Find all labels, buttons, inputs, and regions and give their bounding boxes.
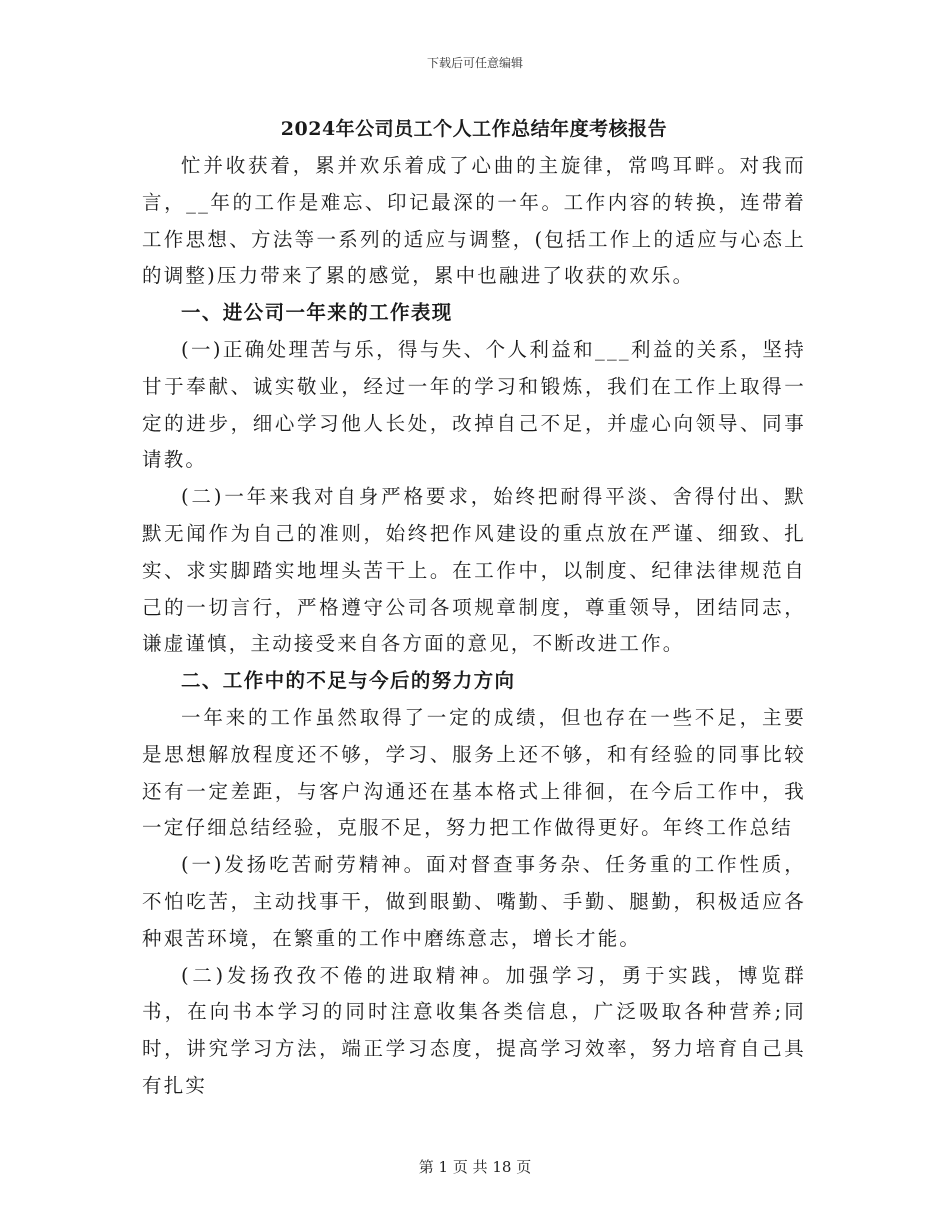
- document-title: 2024年公司员工个人工作总结年度考核报告: [280, 118, 668, 140]
- paragraph: (二)发扬孜孜不倦的进取精神。加强学习，勇于实践，博览群书，在向书本学习的同时注意收集各类信息，广泛吸取各种营养;同时，讲究学习方法，端正学习态度，提高学习效率，努力培育自己具有扎实: [142, 963, 806, 1097]
- paragraph: (一)正确处理苦与乐，得与失、个人利益和___利益的关系，坚持甘于奉献、诚实敬业，经过一年的学习和锻炼，我们在工作上取得一定的进步，细心学习他人长处，改掉自己不足，并虚心向领导、同事请教。: [142, 337, 806, 472]
- header-note: 下载后可任意编辑: [426, 56, 523, 70]
- page-footer: 第 1 页 共 18 页: [418, 1158, 532, 1176]
- paragraph: (一)发扬吃苦耐劳精神。面对督查事务杂、任务重的工作性质，不怕吃苦，主动找事干，做到眼勤、嘴勤、手勤、腿勤，积极适应各种艰苦环境，在繁重的工作中磨练意志，增长才能。: [142, 853, 806, 950]
- paragraph: 一年来的工作虽然取得了一定的成绩，但也存在一些不足，主要是思想解放程度还不够，学习、服务上还不够，和有经验的同事比较还有一定差距，与客户沟通还在基本格式上徘徊，在今后工作中，我一定仔细总结经验，克服不足，努力把工作做得更好。年终工作总结: [142, 705, 806, 840]
- intro-paragraph: 忙并收获着，累并欢乐着成了心曲的主旋律，常鸣耳畔。对我而言，__年的工作是难忘、印记最深的一年。工作内容的转换，连带着工作思想、方法等一系列的适应与调整，(包括工作上的适应与心态上的调整)压力带来了累的感觉，累中也融进了收获的欢乐。: [142, 154, 806, 288]
- section-heading-1: 一、进公司一年来的工作表现: [181, 301, 453, 325]
- document-body: [142, 112, 806, 1105]
- paragraph: (二)一年来我对自身严格要求，始终把耐得平淡、舍得付出、默默无闻作为自己的准则，始终把作风建设的重点放在严谨、细致、扎实、求实脚踏实地埋头苦干上。在工作中，以制度、纪律法律规范自己的一切言行，严格遵守公司各项规章制度，尊重领导，团结同志，谦虚谨慎，主动接受来自各方面的意见，不断改进工作。: [142, 485, 806, 656]
- section-heading-2: 二、工作中的不足与今后的努力方向: [181, 669, 516, 693]
